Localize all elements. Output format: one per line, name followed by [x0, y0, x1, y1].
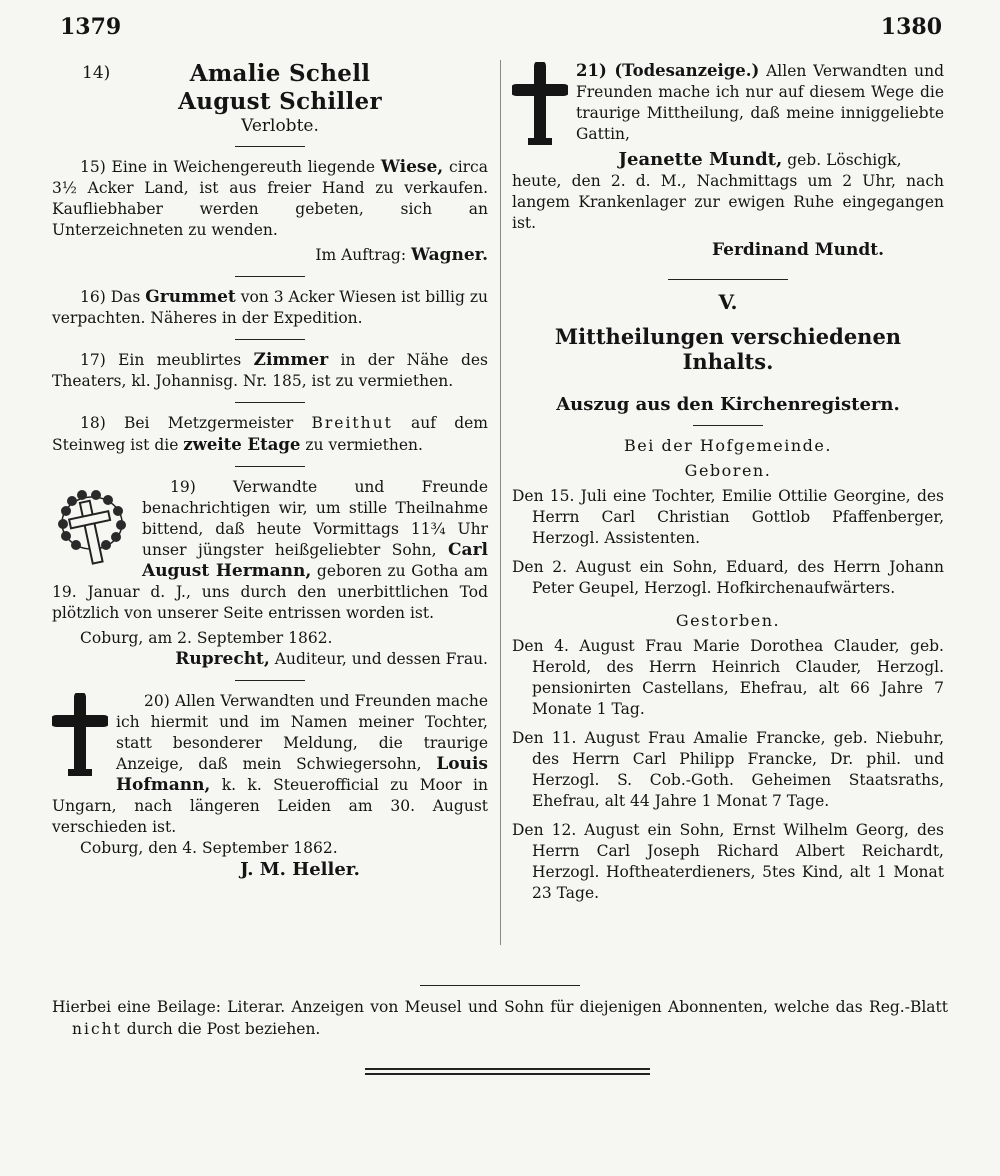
born-entry: Den 2. August ein Sohn, Eduard, des Herrn Johann Peter Geupel, Herzogl. Hofkirchenaufwärters. [512, 558, 944, 597]
parish-heading: Bei der Hofgemeinde. [624, 436, 832, 455]
notice-20-place-date: Coburg, den 4. September 1862. [80, 839, 338, 857]
notice-17-text-a: 17) Ein meublirtes [80, 351, 254, 369]
notice-18 [52, 413, 488, 456]
notice-21 [512, 60, 944, 261]
notice-14-name-2: August Schiller [178, 88, 382, 115]
supplement-text-b: durch die Post beziehen. [121, 1020, 321, 1038]
notice-17-keyword: Zimmer [253, 350, 329, 370]
notice-14-name-1: Amalie Schell [189, 60, 371, 87]
died-heading: Gestorben. [675, 611, 781, 630]
notice-19-sign-rest: Auditeur, und dessen Frau. [269, 650, 488, 668]
divider [668, 279, 788, 280]
notice-18-text-b: auf dem Steinweg ist die [52, 414, 489, 454]
notice-21-text-a: Allen Verwandten und Freunden mache ich nur auf diesem Wege die traurige Mittheilung, daß meine inniggeliebte Gattin, [576, 62, 944, 143]
column-separator [500, 60, 501, 945]
notice-14-status: Verlobte. [241, 116, 319, 136]
supplement-spaced-word: nicht [72, 1020, 122, 1038]
section-title: Mittheilungen verschiedenen Inhalts. [554, 324, 902, 374]
notice-21-name: Jeanette Mundt, [618, 149, 783, 170]
footer-divider [420, 985, 580, 986]
notice-17 [52, 350, 488, 392]
end-rule [365, 1068, 650, 1078]
died-entry: Den 4. August Frau Marie Dorothea Clauder, geb. Herold, des Herrn Heinrich Clauder, Herzogl. pensionirten Castellans, Ehefrau, alt 66 Jahre 7 Monate 1 Tag. [512, 637, 944, 718]
notice-19 [52, 477, 488, 670]
divider [235, 339, 305, 340]
divider [235, 680, 305, 681]
notice-19-sign-name: Ruprecht, [175, 649, 270, 669]
notice-20-sign: J. M. Heller. [240, 859, 360, 880]
notice-18-keyword: zweite Etage [183, 435, 301, 454]
supplement-notice [52, 985, 948, 1040]
notice-20 [52, 691, 488, 880]
wreath-cross-icon [52, 481, 132, 571]
notice-15-text-a: 15) Eine in Weichengereuth liegende [80, 158, 381, 176]
divider [693, 425, 763, 426]
section-subtitle: Auszug aus den Kirchenregistern. [556, 394, 900, 415]
notice-15-sign-prefix: Im Auftrag: [315, 246, 411, 264]
supplement-text-a: Hierbei eine Beilage: Literar. Anzeigen von Meusel und Sohn für diejenigen Abonnenten, welche das Reg.-Blatt [52, 998, 948, 1016]
section-number: V. [718, 290, 738, 314]
divider [235, 466, 305, 467]
notice-14 [52, 60, 488, 136]
notice-21-sign: Ferdinand Mundt. [712, 240, 884, 260]
notice-16-text-a: 16) Das [80, 288, 146, 306]
notice-18-spaced-name: Breithut [311, 414, 393, 432]
born-entry: Den 15. Juli eine Tochter, Emilie Ottilie Georgine, des Herrn Carl Christian Gottlob Pfaffenberger, Herzogl. Assistenten. [512, 487, 944, 547]
notice-19-name: Carl August Hermann, [142, 540, 488, 581]
notice-21-text-b: geb. Löschigk, [782, 151, 902, 169]
notice-20-name: Louis Hofmann, [116, 754, 488, 795]
section-v [512, 290, 944, 904]
notice-15-keyword: Wiese, [380, 157, 444, 177]
left-column [52, 60, 488, 880]
right-column [512, 60, 944, 904]
notice-21-label: 21) (Todesanzeige.) [576, 61, 760, 80]
notice-16 [52, 287, 488, 329]
notice-16-text-b: von 3 Acker Wiesen ist billig zu verpachten. Näheres in der Expedition. [52, 288, 488, 327]
notice-15-text-b: circa 3½ Acker Land, ist aus freier Hand zu verkaufen. Kaufliebhaber werden gebeten, sich an Unterzeichneten zu wenden. [52, 158, 488, 239]
notice-19-place-date: Coburg, am 2. September 1862. [80, 629, 333, 647]
notice-18-text-a: 18) Bei Metzgermeister [80, 414, 312, 432]
notice-17-text-b: in der Nähe des Theaters, kl. Johannisg. Nr. 185, ist zu vermiethen. [52, 351, 488, 390]
page-number-right: 1380 [880, 14, 942, 40]
born-heading: Geboren. [684, 461, 772, 480]
notice-16-keyword: Grummet [145, 287, 236, 307]
notice-15-sign-name: Wagner. [410, 245, 488, 265]
notice-19-text-a: 19) Verwandte und Freunde benachrichtigen wir, um stille Theilnahme bittend, daß heute Vormittags 11¾ Uhr unser jüngster heißgeliebter Sohn, [142, 478, 488, 559]
died-entry: Den 12. August ein Sohn, Ernst Wilhelm Georg, des Herrn Carl Joseph Richard Albert Reichardt, Herzogl. Hoftheaterdieners, 5tes Kind, alt 1 Monat 23 Tage. [512, 821, 944, 902]
notice-21-text-c: heute, den 2. d. M., Nachmittags um 2 Uhr, nach langem Krankenlager zur ewigen Ruhe eingegangen ist. [512, 172, 944, 232]
divider [235, 402, 305, 403]
divider [235, 146, 305, 147]
notice-20-text-b: k. k. Steuerofficial zu Moor in Ungarn, nach längeren Leiden am 30. August verschieden ist. [52, 776, 488, 836]
cross-icon [52, 693, 108, 781]
notice-19-text-b: geboren zu Gotha am 19. Januar d. J., uns durch den unerbittlichen Tod plötzlich von unserer Seite entrissen worden ist. [52, 562, 488, 622]
cross-icon [512, 62, 568, 150]
page-number-left: 1379 [60, 14, 122, 40]
divider [235, 276, 305, 277]
died-entry: Den 11. August Frau Amalie Francke, geb. Niebuhr, des Herrn Carl Philipp Francke, Dr. phil. und Herzogl. S. Cob.-Goth. Geheimen Staatsraths, Ehefrau, alt 44 Jahre 1 Monat 7 Tage. [512, 729, 944, 810]
notice-14-number: 14) [82, 63, 111, 83]
notice-20-text-a: 20) Allen Verwandten und Freunden mache ich hiermit und im Namen meiner Tochter, statt besonderer Meldung, die traurige Anzeige, daß mein Schwiegersohn, [116, 692, 488, 773]
notice-18-text-c: zu vermiethen. [300, 436, 423, 454]
notice-15 [52, 157, 488, 266]
